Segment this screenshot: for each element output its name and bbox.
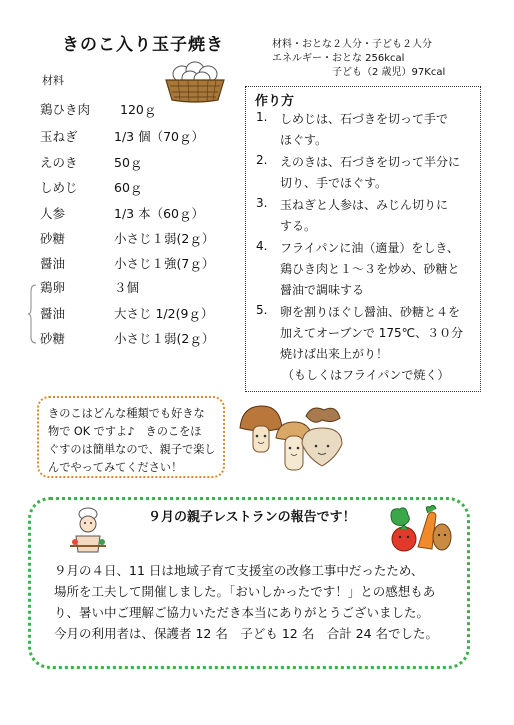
step-text: する。 xyxy=(280,219,317,233)
tip-text: 物で OK ですよ♪ きのこをほ xyxy=(48,425,202,438)
ingredient-name: 玉ねぎ xyxy=(40,129,78,144)
step-number: 4. xyxy=(256,239,268,253)
ingredient-name: 砂糖 xyxy=(40,331,66,346)
servings-text: 材料・おとな２人分・子ども２人分 xyxy=(272,39,432,50)
ingredient-name: 醤油 xyxy=(40,256,66,271)
ingredient-amount: 小さじ１弱(2ｇ） xyxy=(114,331,215,346)
mushrooms-illustration xyxy=(236,398,346,478)
report-title: ９月の親子レストランの報告です！ xyxy=(148,510,356,525)
step-text: 鶏ひき肉と１～３を炒め、砂糖と xyxy=(280,262,460,276)
step-text: （もしくはフライパンで焼く） xyxy=(282,368,450,382)
ingredient-amount: 1/3 個（70ｇ） xyxy=(114,129,204,144)
report-text: り、暑い中ご理解ご協力いただき本当にありがとうございました。 xyxy=(54,605,430,620)
tip-text: きのこはどんな種類でも好きな xyxy=(48,407,205,420)
step-text: えのきは、石づきを切って半分に xyxy=(280,155,461,169)
step-number: 5. xyxy=(256,303,268,317)
step-text: しめじは、石づきを切って手で xyxy=(280,112,449,126)
step-text: 玉ねぎと人参は、みじん切りに xyxy=(280,198,449,212)
step-text: 焼けば出来上がり！ xyxy=(280,347,389,361)
step-number: 1. xyxy=(256,110,268,124)
step-text: 加えてオーブンで 175℃、３０分 xyxy=(280,326,464,340)
ingredient-amount: 1/3 本（60ｇ） xyxy=(114,206,204,221)
egg-basket-illustration xyxy=(160,58,230,104)
ingredient-group-bracket xyxy=(28,283,38,345)
ingredient-amount: 大さじ 1/2(9ｇ） xyxy=(114,306,214,321)
ingredient-name: 鶏ひき肉 xyxy=(40,102,91,117)
report-text: ９月の４日、11 日は地域子育て支援室の改修工事中だったため、 xyxy=(54,563,424,578)
step-text: 切り、手でほぐす。 xyxy=(280,176,388,190)
energy-child-text: 子ども（2 歳児）97Kcal xyxy=(332,67,446,78)
ingredient-name: しめじ xyxy=(40,180,78,195)
child-cooking-illustration xyxy=(66,506,110,556)
ingredient-amount: 60ｇ xyxy=(114,180,143,195)
vegetables-illustration xyxy=(386,503,452,555)
ingredient-amount: ３個 xyxy=(114,280,140,295)
ingredient-name: 醤油 xyxy=(40,306,66,321)
ingredient-name: 鶏卵 xyxy=(40,280,66,295)
recipe-title: きのこ入り玉子焼き xyxy=(62,35,224,55)
step-text: フライパンに油（適量）をしき、 xyxy=(280,241,459,255)
tip-text: んでやってみてください！ xyxy=(48,461,183,474)
step-number: 2. xyxy=(256,153,268,167)
ingredient-name: 人参 xyxy=(40,206,66,221)
energy-adult-text: エネルギー・おとな 256kcal xyxy=(272,53,405,64)
ingredients-heading: 材料 xyxy=(42,74,64,87)
ingredient-amount: 50ｇ xyxy=(114,155,143,170)
ingredient-amount: 小さじ１強(7ｇ） xyxy=(114,256,215,271)
ingredient-name: 砂糖 xyxy=(40,231,66,246)
step-text: 醤油で調味する xyxy=(280,283,365,297)
step-number: 3. xyxy=(256,196,268,210)
report-text: 場所を工夫して開催しました。「おいしかったです！」との感想もあ xyxy=(54,584,436,599)
tip-text: ぐすのは簡単なので、親子で楽し xyxy=(48,443,216,456)
step-text: ほぐす。 xyxy=(280,133,328,147)
ingredient-amount: 小さじ１弱(2ｇ） xyxy=(114,231,215,246)
instructions-heading: 作り方 xyxy=(255,94,295,109)
ingredient-name: えのき xyxy=(40,155,78,170)
step-text: 卵を割りほぐし醤油、砂糖と４を xyxy=(280,305,461,319)
ingredient-amount: 120ｇ xyxy=(120,102,157,117)
report-text: 今月の利用者は、保護者 12 名 子ども 12 名 合計 24 名でした。 xyxy=(54,626,439,641)
